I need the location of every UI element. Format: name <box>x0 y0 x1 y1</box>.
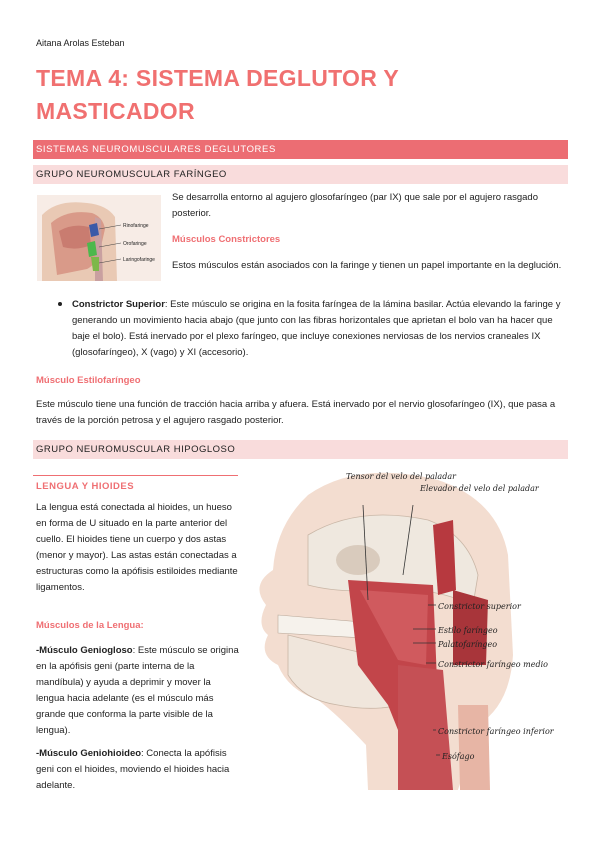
author-name: Aitana Arolas Esteban <box>36 38 125 48</box>
label-palatofaringeo: Palatofaríngeo <box>438 640 498 649</box>
geniohioideo-text: : Conecta la apófisis geni con el hioides, moviendo el hioides hacia adelante. <box>36 748 230 791</box>
label-constrictor-inferior: Constrictor faríngeo inferior <box>438 727 554 736</box>
section-bar <box>33 140 568 159</box>
geniohioideo-term: -Músculo Geniohioideo <box>36 748 142 759</box>
constrictores-heading: Músculos Constrictores <box>172 234 281 245</box>
bullet-dot <box>58 302 62 306</box>
estilofaringeo-text: Este músculo tiene una función de tracción hacia arriba y afuera. Está inervado por el nervio glosofaríngeo (IX), que pasa a través de la porción petrosa y el agujero rasgado posterior. <box>36 399 556 426</box>
estilofaringeo-heading: Músculo Estilofaríngeo <box>36 375 141 386</box>
section-title: SISTEMAS NEUROMUSCULARES DEGLUTORES <box>36 144 276 155</box>
musculos-lengua-heading: Músculos de la Lengua: <box>36 620 144 631</box>
constrictor-superior-term: Constrictor Superior <box>72 299 165 310</box>
geniogloso-item <box>36 643 241 739</box>
label-constrictor-superior: Constrictor superior <box>438 602 521 611</box>
constrictor-superior-item <box>72 297 564 361</box>
group1-heading: GRUPO NEUROMUSCULAR FARÍNGEO <box>36 169 227 180</box>
page-title: TEMA 4: SISTEMA DEGLUTOR Y MASTICADOR <box>36 65 399 124</box>
group2-bar <box>33 440 568 459</box>
geniogloso-term: -Músculo Geniogloso <box>36 645 133 656</box>
group2-heading: GRUPO NEUROMUSCULAR HIPOGLOSO <box>36 444 236 455</box>
lengua-heading: LENGUA Y HIOIDES <box>36 481 135 492</box>
label-constrictor-medio: Constrictor faríngeo medio <box>438 660 548 669</box>
label-estilo-faringeo: Estilo faríngeo <box>438 626 498 635</box>
constrictores-text: Estos músculos están asociados con la faringe y tienen un papel importante en la deglución. <box>172 260 562 271</box>
pharynx-figure <box>37 195 161 281</box>
geniohioideo-item <box>36 746 241 794</box>
head-muscles-illustration <box>248 465 566 790</box>
label-tensor: Tensor del velo del paladar <box>346 472 456 481</box>
group1-bar <box>33 165 568 184</box>
lengua-text: La lengua está conectada al hioides, un hueso en forma de U situado en la parte anterior del cuello. El hioides tiene un cuerpo y dos astas (menor y mayor). Las astas están conectadas a estructuras como la apófisis estiloides mediante ligamentos. <box>36 502 238 593</box>
label-esofago: Esófago <box>442 752 475 761</box>
label-laringofaringe: Laringofaringe <box>123 257 155 263</box>
constrictor-superior-text: : Este músculo se origina en la fosita faríngea de la lámina basilar. Actúa elevando la faringe y generando un movimiento hacia abajo (que junto con las fibras horizontales que aprietan el bolo van ha hacer que baje el bolo). Está inervado por el plexo faríngeo, que incluye conexiones nerviosas de los nervios craneales IX (glosofaríngeo), X (vago) y XI (accesorio). <box>72 299 561 358</box>
label-rinofaringe: Rinofaringe <box>123 223 149 229</box>
label-elevador: Elevador del velo del paladar <box>420 484 539 493</box>
lengua-divider <box>33 475 238 476</box>
head-muscles-figure <box>248 465 566 790</box>
group1-intro: Se desarrolla entorno al agujero glosofaríngeo (par IX) que sale por el agujero rasgado posterior. <box>172 192 538 219</box>
label-orofaringe: Orofaringe <box>123 241 147 247</box>
pharynx-illustration <box>37 195 161 281</box>
geniogloso-text: : Este músculo se origina en la apófisis geni (parte interna de la mandíbula) y ayuda a deprimir y mover la lengua hacia adelante (es el músculo más grande que conforma la parte visible de la lengua). <box>36 645 239 736</box>
